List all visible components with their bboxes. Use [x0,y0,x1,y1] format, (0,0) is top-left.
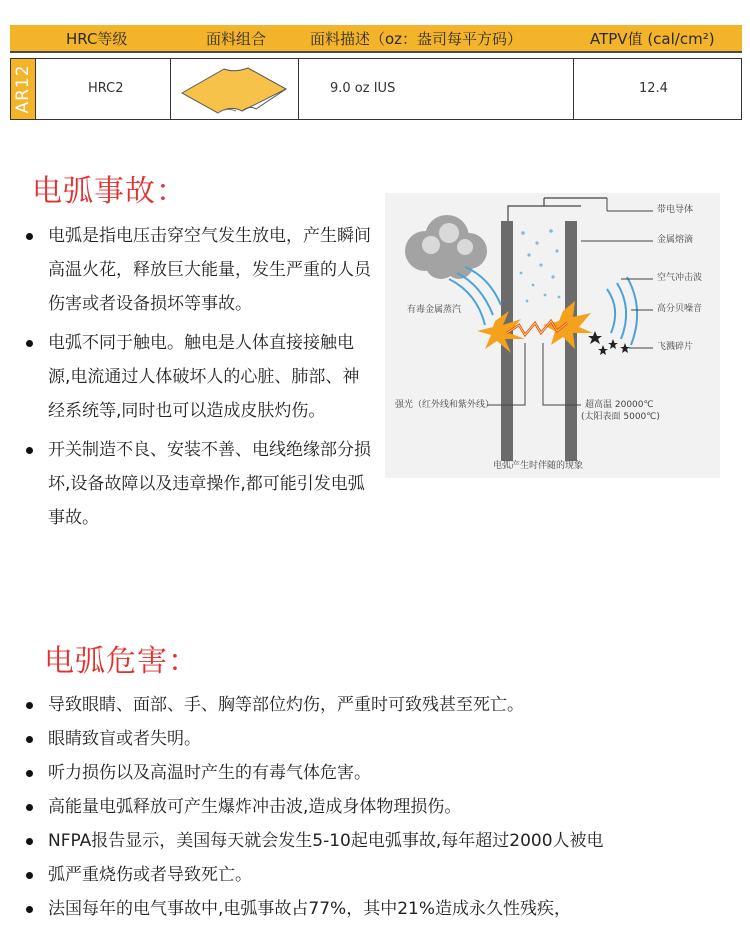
list-item: 弧严重烧伤或者导致死亡。 [26,858,726,892]
label-temperature: 超高温 20000℃ [585,400,654,410]
hazard-list [26,688,726,926]
header-fabric-combo: 面料组合 [206,30,267,48]
hazard-title: 电弧危害： [44,644,199,679]
list-item: 眼睛致盲或者失明。 [26,722,726,756]
label-debris: 飞溅碎片 [657,342,694,352]
header-atpv: ATPV值 (cal/cm²) [590,30,715,48]
cell-atpv-value: 12.4 [639,81,668,96]
header-fabric-description: 面料描述（oz：盎司每平方码） [310,30,523,48]
accident-title: 电弧事故： [32,174,187,209]
cell-atpv [573,59,741,119]
ar-rating-tab [11,59,36,119]
cell-description-value: 9.0 oz IUS [330,81,396,96]
label-conductor: 带电导体 [657,205,694,215]
list-item: 电弧不同于触电。触电是人体直接接触电源,电流通过人体破坏人的心脏、肺部、神经系统等,同时也可以造成皮肤灼伤。 [26,326,374,428]
cell-fabric-swatch [170,59,299,119]
list-item: 导致眼睛、面部、手、胸等部位灼伤，严重时可致残甚至死亡。 [26,688,726,722]
label-sun-temperature: (太阳表面 5000℃) [581,412,660,422]
list-item: NFPA报告显示，美国每天就会发生5-10起电弧事故,每年超过2000人被电 [26,824,726,858]
list-item: 听力损伤以及高温时产生的有毒气体危害。 [26,756,726,790]
label-toxic-vapor: 有毒金属蒸汽 [407,305,462,315]
list-item: 法国每年的电气事故中,电弧事故占77%，其中21%造成永久性残疾， [26,892,726,926]
rating-table-row [10,58,742,120]
cell-description [298,59,574,119]
ar-rating-label: AR12 [13,64,33,114]
cell-hrc [36,59,171,119]
rating-table-header [10,25,742,53]
list-item: 电弧是指电压击穿空气发生放电，产生瞬间高温火花，释放巨大能量，发生严重的人员伤害或者设备损坏等事故。 [26,219,374,321]
label-molten-metal: 金属熔滴 [657,235,694,245]
label-strong-light: 强光（红外线和紫外线） [395,400,495,410]
cell-hrc-value: HRC2 [88,81,124,96]
arc-phenomena-diagram [385,193,720,478]
label-shock-wave: 空气冲击波 [657,273,703,283]
diagram-caption: 电弧产生时伴随的现象 [493,461,584,471]
label-noise: 高分贝噪音 [657,304,703,314]
fabric-swatch-icon [170,59,298,119]
list-item: 开关制造不良、安装不善、电线绝缘部分损坏,设备故障以及违章操作,都可能引发电弧事故。 [26,433,374,535]
header-hrc-level: HRC等级 [66,30,128,48]
list-item: 高能量电弧释放可产生爆炸冲击波,造成身体物理损伤。 [26,790,726,824]
accident-list [26,219,374,540]
